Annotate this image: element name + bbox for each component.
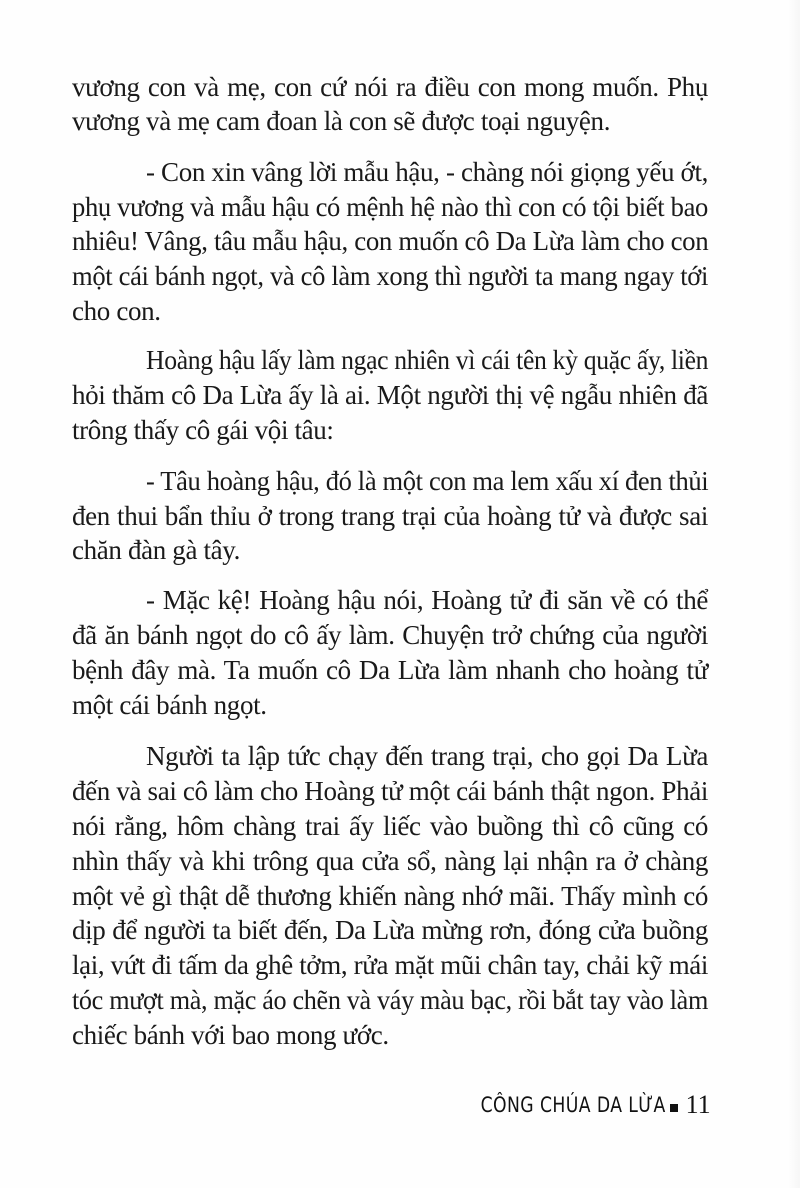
text-line: bệnh đây mà. Ta muốn cô Da Lừa làm nhanh cho hoàng tử [72, 655, 708, 685]
text-line: nhiêu! Vâng, tâu mẫu hậu, con muốn cô Da Lừa làm cho con [72, 226, 709, 256]
text-line: nói rằng, hôm chàng trai ấy liếc vào buồng thì cô cũng có [72, 811, 708, 841]
text-line: chăn đàn gà tây. [72, 535, 241, 565]
text-line: một cái bánh ngọt, và cô làm xong thì người ta mang ngay tới [72, 261, 709, 291]
text-line: đen thui bẩn thỉu ở trong trang trại của hoàng tử và được sai [72, 501, 708, 531]
text-line: Người ta lập tức chạy đến trang trại, cho gọi Da Lừa [146, 741, 708, 771]
text-line: trông thấy cô gái vội tâu: [72, 415, 334, 445]
text-line: vương con và mẹ, con cứ nói ra điều con mong muốn. Phụ [72, 72, 708, 102]
text-line: cho con. [72, 296, 161, 326]
page-number: 11 [685, 1090, 711, 1119]
text-line: một vẻ gì thật dễ thương khiến nàng nhớ mãi. Thấy mình có [72, 881, 708, 911]
text-line: lại, vứt đi tấm da ghê tởm, rửa mặt mũi chân tay, chải kỹ mái [72, 950, 709, 980]
text-line: đến và sai cô làm cho Hoàng tử một cái bánh thật ngon. Phải [72, 776, 708, 806]
book-title: CÔNG CHÚA DA LỪA [480, 1093, 666, 1117]
page-edge-shadow [788, 0, 800, 1188]
running-footer [440, 1090, 710, 1122]
text-line: - Con xin vâng lời mẫu hậu, - chàng nói giọng yếu ớt, [146, 157, 708, 187]
text-line: hỏi thăm cô Da Lừa ấy là ai. Một người thị vệ ngẫu nhiên đã [72, 380, 708, 410]
text-line: một cái bánh ngọt. [72, 690, 267, 720]
text-line: phụ vương và mẫu hậu có mệnh hệ nào thì con có tội biết bao [72, 192, 708, 222]
text-line: đã ăn bánh ngọt do cô ấy làm. Chuyện trở chứng của người [72, 620, 708, 650]
text-line: nhìn thấy và khi trông qua cửa sổ, nàng lại nhận ra ở chàng [72, 846, 708, 876]
text-line: chiếc bánh với bao mong ước. [72, 1020, 389, 1050]
text-line: - Mặc kệ! Hoàng hậu nói, Hoàng tử đi săn về có thể [146, 585, 708, 615]
text-line: vương và mẹ cam đoan là con sẽ được toại nguyện. [72, 106, 611, 136]
text-line: - Tâu hoàng hậu, đó là một con ma lem xấu xí đen thủi [146, 466, 709, 496]
black-square-icon [670, 1104, 678, 1112]
text-line: tóc mượt mà, mặc áo chẽn và váy màu bạc, rồi bắt tay vào làm [72, 985, 708, 1015]
text-line: Hoàng hậu lấy làm ngạc nhiên vì cái tên kỳ quặc ấy, liền [146, 345, 709, 375]
text-line: dịp để người ta biết đến, Da Lừa mừng rơn, đóng cửa buồng [72, 915, 708, 945]
